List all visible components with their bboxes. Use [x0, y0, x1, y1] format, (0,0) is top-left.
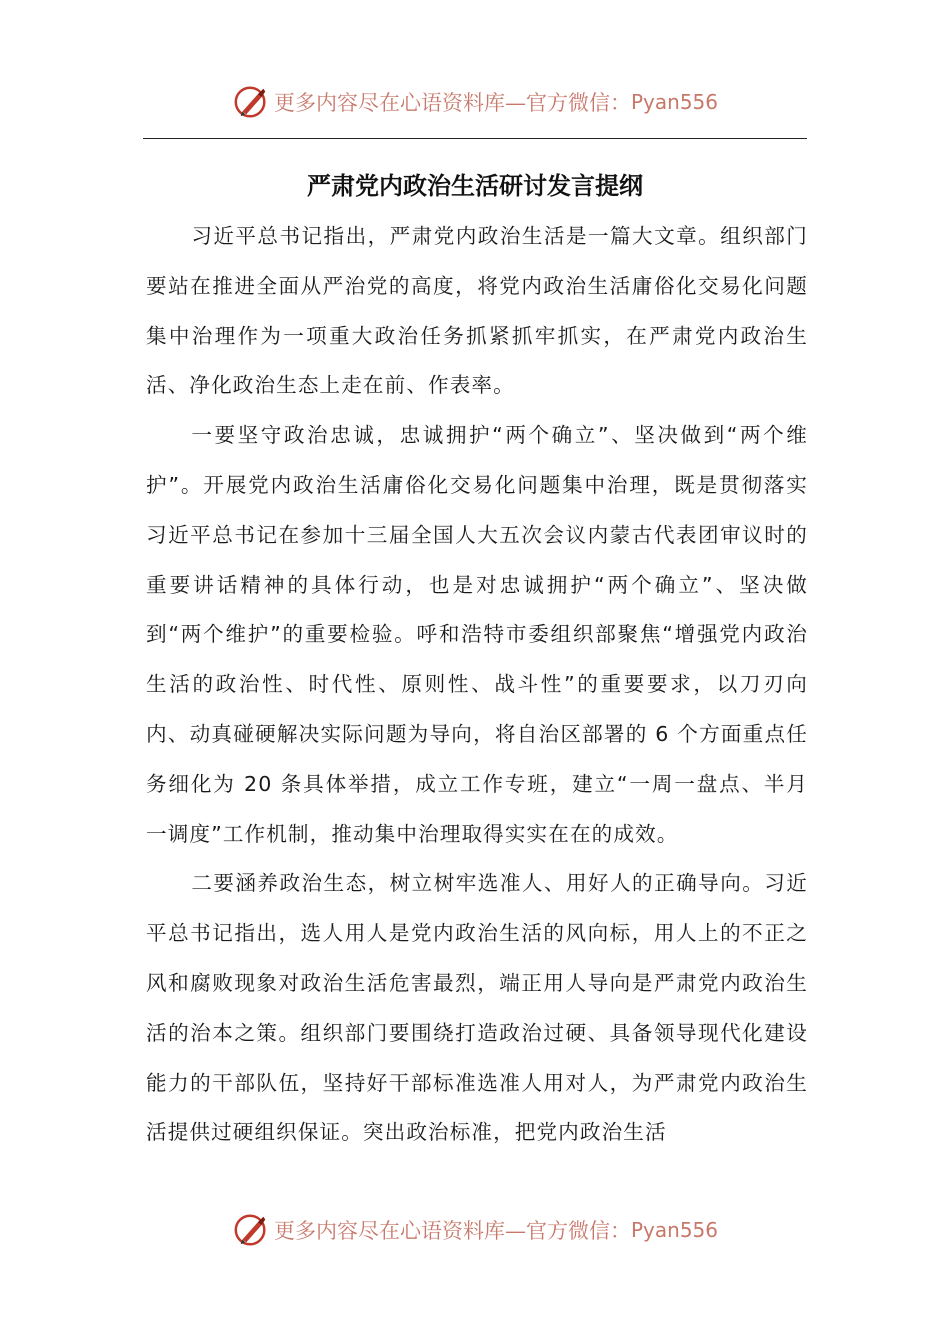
- paragraph-point-one: 一要坚守政治忠诚，忠诚拥护“两个确立”、坚决做到“两个维护”。开展党内政治生活庸俗化交易化问题集中治理，既是贯彻落实习近平总书记在参加十三届全国人大五次会议内蒙古代表团审议时的重要讲话精神的具体行动，也是对忠诚拥护“两个确立”、坚决做到“两个维护”的重要检验。呼和浩特市委组织部聚焦“增强党内政治生活的政治性、时代性、原则性、战斗性”的重要要求，以刀刃向内、动真碰硬解决实际问题为导向，将自治区部署的 6 个方面重点任务细化为 20 条具体举措，成立工作专班，建立“一周一盘点、半月一调度”工作机制，推动集中治理取得实实在在的成效。: [146, 423, 808, 846]
- paragraph-point-two: 二要涵养政治生态，树立树牢选准人、用好人的正确导向。习近平总书记指出，选人用人是党内政治生活的风向标，用人上的不正之风和腐败现象对政治生活危害最烈，端正用人导向是严肃党内政治生活的治本之策。组织部门要围绕打造政治过硬、具备领导现代化建设能力的干部队伍，坚持好干部标准选准人用对人，为严肃党内政治生活提供过硬组织保证。突出政治标准，把党内政治生活: [146, 871, 808, 1145]
- pen-logo-icon: [232, 83, 270, 121]
- document-title: 严肃党内政治生活研讨发言提纲: [307, 171, 643, 200]
- header-banner: [0, 82, 950, 122]
- footer-banner: [0, 1210, 950, 1250]
- footer-banner-text: 更多内容尽在心语资料库—官方微信：: [273, 1219, 631, 1243]
- footer-banner-id: Pyan556: [630, 1218, 718, 1242]
- header-banner-id: Pyan556: [630, 90, 718, 114]
- paragraph-intro: 习近平总书记指出，严肃党内政治生活是一篇大文章。组织部门要站在推进全面从严治党的高度，将党内政治生活庸俗化交易化问题集中治理作为一项重大政治任务抓紧抓牢抓实，在严肃党内政治生活、净化政治生态上走在前、作表率。: [146, 224, 808, 398]
- document-body: [146, 212, 808, 1158]
- pen-logo-icon: [232, 1211, 270, 1249]
- header-banner-text: 更多内容尽在心语资料库—官方微信：: [273, 91, 631, 115]
- header-rule: [143, 138, 807, 139]
